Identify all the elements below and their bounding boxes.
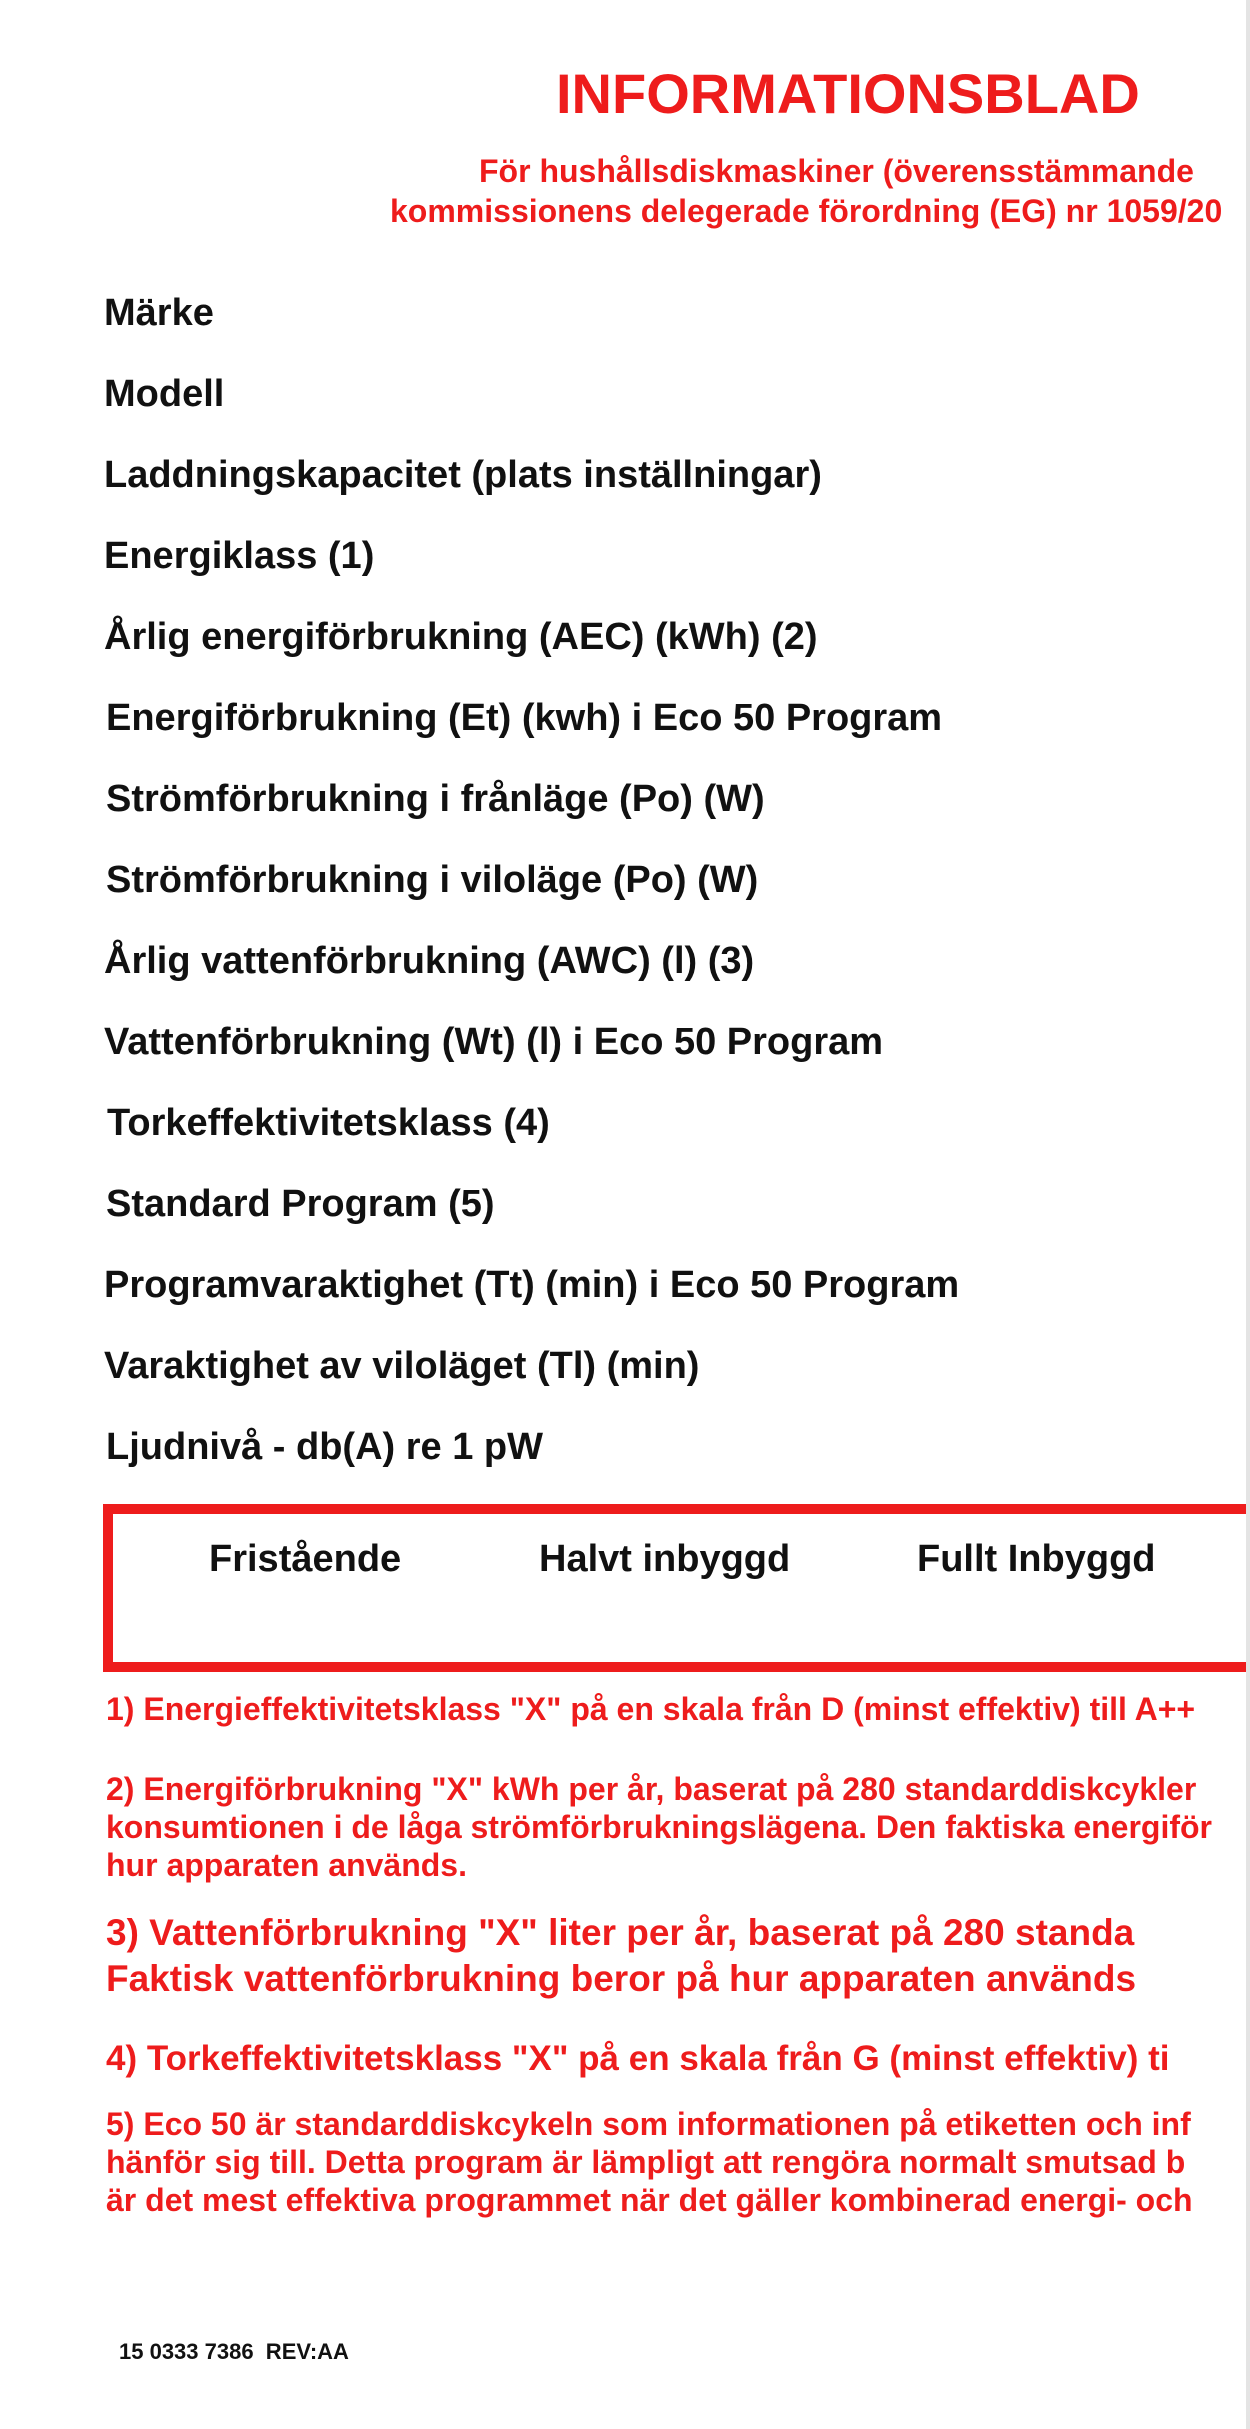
footnote-2-line-1: 2) Energiförbrukning "X" kWh per år, baserat på 280 standarddiskcykler — [106, 1771, 1197, 1807]
footnote-3 — [106, 1910, 1136, 2002]
footnote-2-line-3: hur apparaten används. — [106, 1847, 467, 1883]
spec-program-duration: Programvaraktighet (Tt) (min) i Eco 50 Program — [104, 1264, 960, 1306]
footnote-3-line-1: 3) Vattenförbrukning "X" liter per år, baserat på 280 standa — [106, 1912, 1135, 1953]
footnote-4 — [106, 2038, 1169, 2080]
spec-annual-water: Årlig vattenförbrukning (AWC) (l) (3) — [104, 940, 755, 982]
spec-model: Modell — [104, 373, 225, 415]
spec-water-eco50: Vattenförbrukning (Wt) (l) i Eco 50 Program — [104, 1021, 884, 1063]
footnote-1-text: 1) Energieffektivitetsklass "X" på en skala från D (minst effektiv) till A++ — [106, 1691, 1196, 1727]
spec-energy-class: Energiklass (1) — [104, 535, 375, 577]
footnote-5-line-1: 5) Eco 50 är standarddiskcykeln som informationen på etiketten och inf — [106, 2106, 1191, 2142]
spec-capacity: Laddningskapacitet (plats inställningar) — [104, 454, 822, 496]
spec-standard-program: Standard Program (5) — [106, 1183, 495, 1225]
footnote-2 — [106, 1770, 1212, 1884]
spec-standby-duration: Varaktighet av viloläget (Tl) (min) — [104, 1345, 700, 1387]
footnote-1 — [106, 1690, 1195, 1728]
footnote-3-line-2: Faktisk vattenförbrukning beror på hur apparaten används — [106, 1958, 1137, 1999]
subtitle-line-2: kommissionens delegerade förordning (EG) nr 1059/20 — [390, 193, 1223, 229]
spec-drying-class: Torkeffektivitetsklass (4) — [107, 1102, 550, 1144]
spec-noise-level: Ljudnivå - db(A) re 1 pW — [106, 1426, 543, 1468]
installation-fully-integrated: Fullt Inbyggd — [917, 1538, 1156, 1580]
installation-type-box — [103, 1504, 1250, 1672]
footnote-2-line-2: konsumtionen i de låga strömförbrukningslägena. Den faktiska energiför — [106, 1809, 1212, 1845]
installation-semi-integrated: Halvt inbyggd — [539, 1538, 791, 1580]
installation-freestanding: Fristående — [209, 1538, 402, 1580]
spec-brand: Märke — [104, 292, 214, 334]
spec-power-standby: Strömförbrukning i viloläge (Po) (W) — [106, 859, 759, 901]
footnote-5-line-3: är det mest effektiva programmet när det gäller kombinerad energi- och — [106, 2182, 1193, 2218]
spec-power-off: Strömförbrukning i frånläge (Po) (W) — [106, 778, 765, 820]
footnote-5 — [106, 2105, 1193, 2219]
footnote-5-line-2: hänför sig till. Detta program är lämpligt att rengöra normalt smutsad b — [106, 2144, 1186, 2180]
spec-energy-eco50: Energiförbrukning (Et) (kwh) i Eco 50 Program — [106, 697, 943, 739]
spec-annual-energy: Årlig energiförbrukning (AEC) (kWh) (2) — [104, 616, 818, 658]
page-title: INFORMATIONSBLAD — [556, 62, 1140, 125]
subtitle-line-1: För hushållsdiskmaskiner (överensstämmande — [479, 153, 1194, 189]
footnote-4-text: 4) Torkeffektivitetsklass "X" på en skala från G (minst effektiv) ti — [106, 2039, 1170, 2078]
page-edge — [1246, 0, 1250, 2429]
document-code: 15 0333 7386 REV:AA — [119, 2339, 349, 2364]
page-subtitle — [390, 151, 1222, 231]
